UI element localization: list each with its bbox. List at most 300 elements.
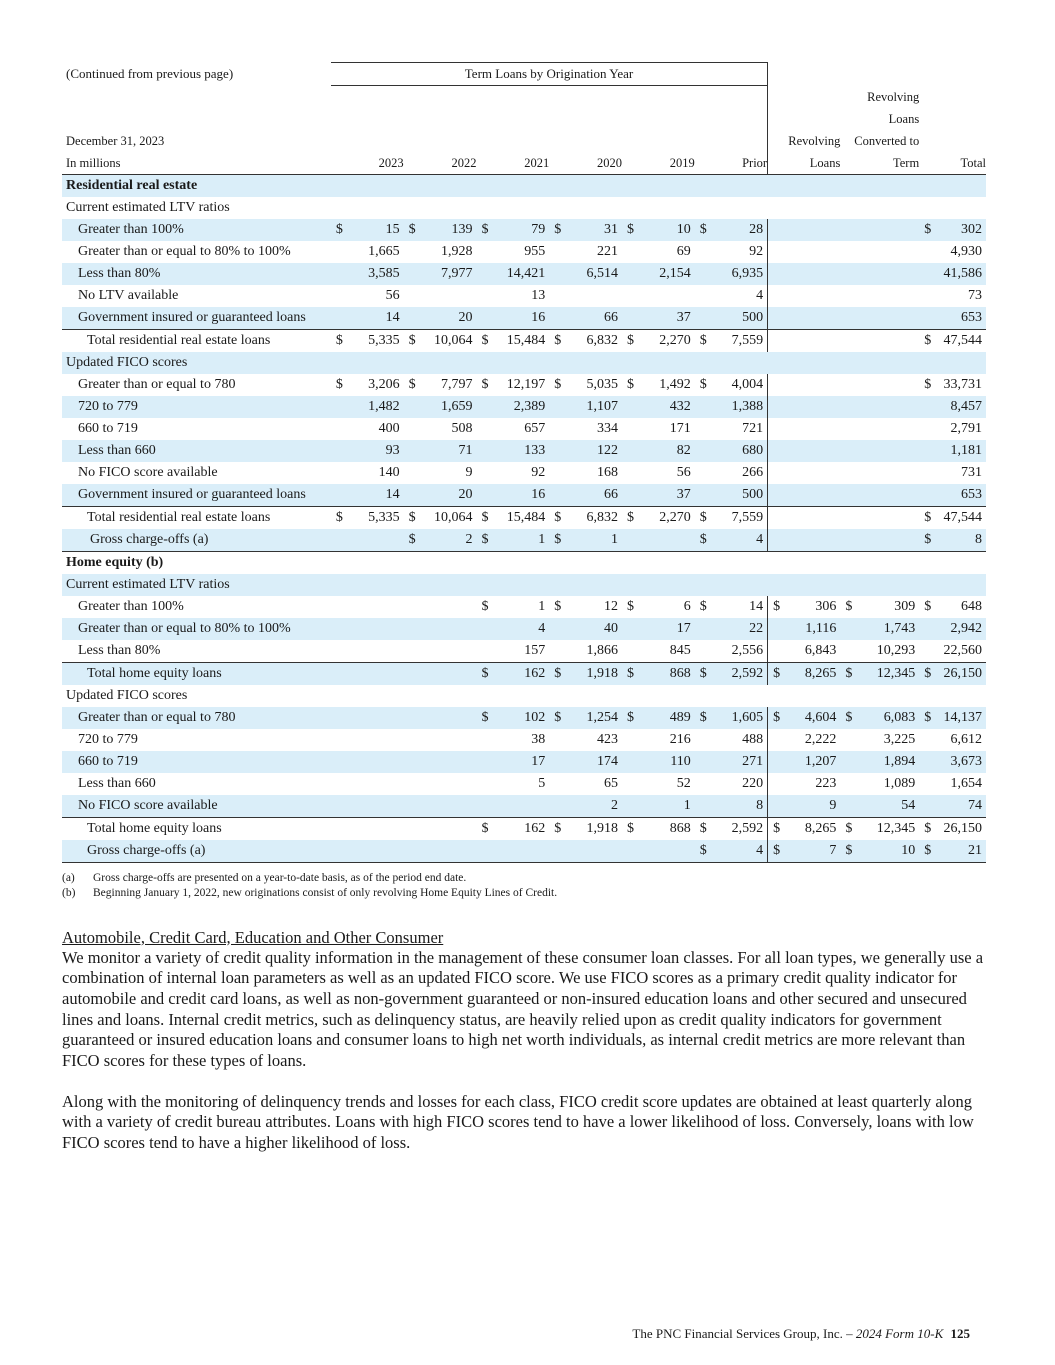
cell-value: 6,514 (565, 263, 622, 285)
currency-symbol (622, 263, 638, 285)
currency-symbol (549, 840, 565, 863)
currency-symbol (404, 596, 420, 618)
table-row (62, 197, 986, 219)
currency-symbol: $ (404, 329, 420, 352)
cell-value: 1,089 (883, 775, 916, 791)
currency-symbol (695, 285, 711, 307)
header-row-columns (62, 86, 986, 175)
cell-value: 65 (604, 775, 619, 791)
currency-symbol (331, 707, 347, 729)
cell-value: 2,556 (731, 642, 764, 658)
currency-symbol (622, 640, 638, 663)
page-number: 125 (950, 1326, 970, 1341)
currency-symbol (622, 307, 638, 330)
cell-value: 500 (711, 307, 768, 330)
col-header-revolving-converted: Revolving Loans Converted to Term (840, 86, 919, 175)
table-row (62, 329, 986, 352)
currency-symbol (404, 440, 420, 462)
currency-symbol (768, 374, 784, 396)
cell-value: 26,150 (935, 817, 986, 840)
row-label: Total home equity loans (62, 817, 331, 840)
cell-value (857, 241, 920, 263)
currency-symbol (695, 795, 711, 818)
cell-value: 33,731 (943, 376, 982, 392)
cell-value: 110 (638, 751, 695, 773)
currency-symbol (622, 773, 638, 795)
cell-value (857, 506, 920, 529)
cell-value: 15,484 (493, 329, 550, 352)
header-row-group (62, 63, 986, 86)
currency-symbol: $ (554, 376, 562, 392)
currency-symbol (768, 640, 784, 663)
currency-symbol (919, 773, 935, 795)
table-row (62, 596, 986, 618)
cell-value: 7 (784, 840, 841, 863)
currency-symbol (919, 484, 935, 507)
cell-value: 47,544 (935, 506, 986, 529)
cell-value (857, 374, 920, 396)
cell-value: 38 (531, 731, 546, 747)
currency-symbol: $ (622, 219, 638, 241)
currency-symbol: $ (622, 662, 638, 685)
currency-symbol: $ (924, 376, 932, 392)
cell-value (857, 462, 920, 484)
cell-value: 2,270 (638, 329, 695, 352)
cell-value: 488 (742, 731, 764, 747)
currency-symbol: $ (768, 840, 784, 863)
currency-symbol (840, 440, 856, 462)
row-label: Updated FICO scores (62, 352, 331, 374)
currency-symbol (331, 484, 347, 507)
currency-symbol: $ (695, 840, 711, 863)
cell-value: 306 (815, 598, 837, 614)
table-row (62, 795, 986, 818)
cell-value: 1,207 (784, 751, 841, 773)
currency-symbol (919, 263, 935, 285)
currency-symbol: $ (840, 662, 856, 685)
currency-symbol (404, 462, 420, 484)
row-label: Home equity (b) (66, 554, 164, 570)
cell-value: 2,270 (638, 506, 695, 529)
cell-value: 52 (676, 775, 691, 791)
currency-symbol (840, 484, 856, 507)
currency-symbol (549, 418, 565, 440)
row-label: 720 to 779 (62, 396, 331, 418)
currency-symbol: $ (476, 506, 492, 529)
row-label: Greater than or equal to 780 (78, 376, 236, 392)
row-label: Total residential real estate loans (62, 506, 331, 529)
cell-value (347, 707, 404, 729)
currency-symbol (622, 462, 638, 484)
cell-value (784, 440, 841, 462)
currency-symbol (331, 418, 347, 440)
cell-value: 14,421 (493, 263, 550, 285)
cell-value: 140 (378, 464, 400, 480)
cell-value: 12 (604, 598, 619, 614)
currency-symbol: $ (768, 662, 784, 685)
cell-value: 56 (385, 287, 400, 303)
table-row (62, 506, 986, 529)
currency-symbol: $ (404, 219, 420, 241)
currency-symbol (768, 462, 784, 484)
cell-value: 5 (538, 775, 546, 791)
paragraph-2: Along with the monitoring of delinquency trends and losses for each class, FICO credit score updates are obtained at least quarterly along with a variety of credit bureau attributes. Loans with high FICO scores tend to have a lower likelihood of loss. Conversely, loans with low FICO scores tend to have a higher likelihood of loss. (62, 1091, 974, 1153)
cell-value: 216 (669, 731, 691, 747)
col-header-prior: Prior (695, 86, 768, 175)
currency-symbol (476, 840, 492, 863)
currency-symbol: $ (622, 817, 638, 840)
cell-value (638, 529, 695, 552)
currency-symbol (404, 840, 420, 863)
cell-value: 162 (493, 662, 550, 685)
cell-value: 4 (711, 840, 768, 863)
currency-symbol (404, 484, 420, 507)
currency-symbol (622, 751, 638, 773)
cell-value: 1,605 (711, 707, 768, 729)
currency-symbol (695, 773, 711, 795)
currency-symbol (919, 751, 935, 773)
cell-value (420, 729, 477, 751)
currency-symbol (919, 440, 935, 462)
section-heading: Automobile, Credit Card, Education and Other Consumer (62, 927, 444, 947)
cell-value (493, 795, 550, 818)
currency-symbol (919, 795, 935, 818)
currency-symbol: $ (840, 840, 856, 863)
currency-symbol (622, 618, 638, 640)
row-label: Gross charge-offs (a) (62, 529, 331, 552)
currency-symbol (331, 840, 347, 863)
currency-symbol (404, 729, 420, 751)
currency-symbol (768, 773, 784, 795)
cell-value: 1 (565, 529, 622, 552)
cell-value: 731 (961, 464, 982, 480)
row-label: Greater than 100% (78, 598, 184, 614)
cell-value (784, 484, 841, 507)
cell-value: 122 (565, 440, 622, 462)
currency-symbol (331, 795, 347, 818)
currency-symbol (404, 707, 420, 729)
cell-value: 6,832 (565, 329, 622, 352)
table-row (62, 685, 986, 707)
cell-value: 1,918 (565, 662, 622, 685)
table-row (62, 374, 986, 396)
table-row (62, 484, 986, 507)
cell-value (857, 219, 920, 241)
footer-company: The PNC Financial Services Group, Inc. – (632, 1326, 853, 1341)
currency-symbol: $ (335, 376, 343, 392)
continued-note: (Continued from previous page) (66, 66, 234, 81)
cell-value: 1,894 (857, 751, 920, 773)
currency-symbol (840, 751, 856, 773)
currency-symbol (768, 484, 784, 507)
cell-value: 1,116 (784, 618, 841, 640)
cell-value (784, 418, 841, 440)
cell-value: 20 (420, 307, 477, 330)
cell-value (420, 596, 477, 618)
cell-value: 168 (597, 464, 619, 480)
currency-symbol: $ (919, 506, 935, 529)
row-label: No LTV available (78, 287, 179, 303)
cell-value: 1,388 (711, 396, 768, 418)
cell-value: 868 (638, 817, 695, 840)
table-row (62, 751, 986, 773)
currency-symbol (331, 241, 347, 263)
cell-value: 2,942 (935, 618, 986, 640)
col-header-2023: 2023 (331, 86, 404, 175)
cell-value: 2 (420, 529, 477, 552)
cell-value: 5,335 (347, 506, 404, 529)
currency-symbol (622, 484, 638, 507)
currency-symbol (476, 440, 492, 462)
currency-symbol: $ (549, 662, 565, 685)
cell-value (347, 640, 404, 663)
cell-value: 4 (756, 287, 764, 303)
currency-symbol (919, 462, 935, 484)
row-label: 720 to 779 (78, 731, 138, 747)
cell-value: 334 (597, 420, 619, 436)
currency-symbol: $ (549, 817, 565, 840)
row-label: Residential real estate (62, 174, 331, 197)
table-row (62, 840, 986, 863)
currency-symbol (549, 285, 565, 307)
currency-symbol: $ (919, 219, 935, 241)
currency-symbol: $ (404, 506, 420, 529)
cell-value: 423 (597, 731, 619, 747)
cell-value: 309 (894, 598, 916, 614)
cell-value: 2,154 (638, 263, 695, 285)
currency-symbol (404, 285, 420, 307)
cell-value: 10 (638, 219, 695, 241)
currency-symbol: $ (476, 219, 492, 241)
currency-symbol: $ (476, 329, 492, 352)
cell-value: 162 (493, 817, 550, 840)
cell-value: 2,592 (711, 662, 768, 685)
cell-value (420, 795, 477, 818)
currency-symbol (919, 418, 935, 440)
currency-symbol (549, 484, 565, 507)
currency-symbol (476, 795, 492, 818)
currency-symbol (549, 618, 565, 640)
currency-symbol (622, 418, 638, 440)
currency-symbol (476, 618, 492, 640)
row-label: Total home equity loans (62, 662, 331, 685)
currency-symbol (404, 307, 420, 330)
cell-value (784, 263, 841, 285)
currency-symbol (476, 285, 492, 307)
currency-symbol: $ (622, 329, 638, 352)
cell-value: 1,107 (565, 396, 622, 418)
currency-symbol: $ (554, 598, 562, 614)
row-label: No FICO score available (62, 795, 331, 818)
cell-value: 6,612 (950, 731, 982, 747)
currency-symbol (622, 795, 638, 818)
currency-symbol (476, 241, 492, 263)
cell-value: 66 (565, 484, 622, 507)
cell-value: 157 (524, 642, 546, 658)
table-row (62, 640, 986, 663)
cell-value: 73 (968, 287, 982, 303)
cell-value (347, 529, 404, 552)
cell-value: 21 (935, 840, 986, 863)
currency-symbol (549, 263, 565, 285)
currency-symbol (919, 396, 935, 418)
cell-value: 8,265 (784, 662, 841, 685)
col-header-2019: 2019 (622, 86, 695, 175)
date-units-header (62, 86, 331, 175)
cell-value: 139 (420, 219, 477, 241)
cell-value: 15 (347, 219, 404, 241)
currency-symbol (404, 795, 420, 818)
cell-value: 82 (638, 440, 695, 462)
row-label: Less than 660 (78, 775, 156, 791)
cell-value: 16 (493, 307, 550, 330)
table-row (62, 529, 986, 552)
row-label: Current estimated LTV ratios (62, 574, 331, 596)
currency-symbol (919, 729, 935, 751)
currency-symbol (840, 307, 856, 330)
cell-value (420, 285, 477, 307)
currency-symbol (549, 640, 565, 663)
currency-symbol (476, 484, 492, 507)
cell-value: 10,064 (420, 506, 477, 529)
currency-symbol (840, 506, 856, 529)
table-row (62, 285, 986, 307)
currency-symbol: $ (476, 662, 492, 685)
cell-value: 868 (638, 662, 695, 685)
cell-value: 174 (565, 751, 622, 773)
cell-value (784, 219, 841, 241)
cell-value (857, 307, 920, 330)
cell-value: 221 (597, 243, 619, 259)
cell-value: 845 (669, 642, 691, 658)
currency-symbol (331, 263, 347, 285)
currency-symbol: $ (845, 598, 853, 614)
cell-value: 6,832 (565, 506, 622, 529)
cell-value (420, 662, 477, 685)
currency-symbol (919, 285, 935, 307)
currency-symbol (768, 529, 784, 552)
cell-value: 22 (711, 618, 768, 640)
currency-symbol (331, 773, 347, 795)
page (62, 62, 986, 1154)
currency-symbol (331, 751, 347, 773)
cell-value: 4 (711, 529, 768, 552)
cell-value: 133 (493, 440, 550, 462)
cell-value: 41,586 (935, 263, 986, 285)
cell-value (565, 285, 622, 307)
currency-symbol (695, 640, 711, 663)
cell-value (420, 773, 477, 795)
cell-value (347, 840, 404, 863)
table-row (62, 618, 986, 640)
currency-symbol: $ (481, 376, 489, 392)
table-row (62, 219, 986, 241)
currency-symbol (768, 729, 784, 751)
cell-value: 8,457 (935, 396, 986, 418)
currency-symbol (840, 773, 856, 795)
cell-value: 302 (935, 219, 986, 241)
table-row (62, 707, 986, 729)
cell-value (857, 529, 920, 552)
currency-symbol (840, 241, 856, 263)
date-line: December 31, 2023 (66, 133, 165, 148)
currency-symbol (331, 640, 347, 663)
currency-symbol (549, 795, 565, 818)
currency-symbol (695, 263, 711, 285)
cell-value (420, 817, 477, 840)
cell-value (347, 618, 404, 640)
currency-symbol (840, 374, 856, 396)
table-row (62, 307, 986, 330)
currency-symbol: $ (919, 840, 935, 863)
currency-symbol (768, 396, 784, 418)
currency-symbol: $ (695, 529, 711, 552)
row-label: 660 to 719 (62, 751, 331, 773)
currency-symbol: $ (840, 817, 856, 840)
cell-value: 7,559 (711, 506, 768, 529)
cell-value: 20 (420, 484, 477, 507)
units-line: In millions (66, 155, 121, 170)
cell-value: 1,254 (565, 707, 622, 729)
cell-value: 653 (935, 307, 986, 330)
cell-value: 71 (420, 440, 477, 462)
cell-value: 69 (676, 243, 691, 259)
cell-value: 14 (347, 484, 404, 507)
currency-symbol (840, 396, 856, 418)
cell-value (784, 307, 841, 330)
currency-symbol (695, 484, 711, 507)
cell-value (347, 596, 404, 618)
currency-symbol (476, 462, 492, 484)
currency-symbol: $ (549, 707, 565, 729)
currency-symbol (840, 219, 856, 241)
cell-value: 12,345 (857, 662, 920, 685)
cell-value (857, 263, 920, 285)
table-row (62, 817, 986, 840)
currency-symbol: $ (695, 817, 711, 840)
cell-value (857, 440, 920, 462)
cell-value: 10,293 (876, 642, 916, 658)
currency-symbol: $ (627, 376, 635, 392)
currency-symbol (768, 241, 784, 263)
currency-symbol (695, 751, 711, 773)
cell-value: 28 (711, 219, 768, 241)
cell-value (857, 484, 920, 507)
cell-value (784, 529, 841, 552)
row-label: Greater than or equal to 80% to 100% (78, 243, 291, 259)
cell-value: 17 (493, 751, 550, 773)
table-row (62, 352, 986, 374)
currency-symbol (768, 263, 784, 285)
cell-value (420, 751, 477, 773)
cell-value: 648 (961, 598, 982, 614)
table-row (62, 551, 986, 574)
cell-value (638, 840, 695, 863)
cell-value: 3,585 (347, 263, 404, 285)
cell-value: 432 (638, 396, 695, 418)
cell-value: 6,843 (804, 642, 837, 658)
cell-value: 31 (565, 219, 622, 241)
cell-value (420, 707, 477, 729)
cell-value (420, 640, 477, 663)
cell-value (347, 817, 404, 840)
currency-symbol (840, 418, 856, 440)
cell-value: 2,389 (493, 396, 550, 418)
row-label: Total residential real estate loans (62, 329, 331, 352)
currency-symbol (331, 462, 347, 484)
cell-value: 14,137 (935, 707, 986, 729)
cell-value: 1,659 (420, 396, 477, 418)
